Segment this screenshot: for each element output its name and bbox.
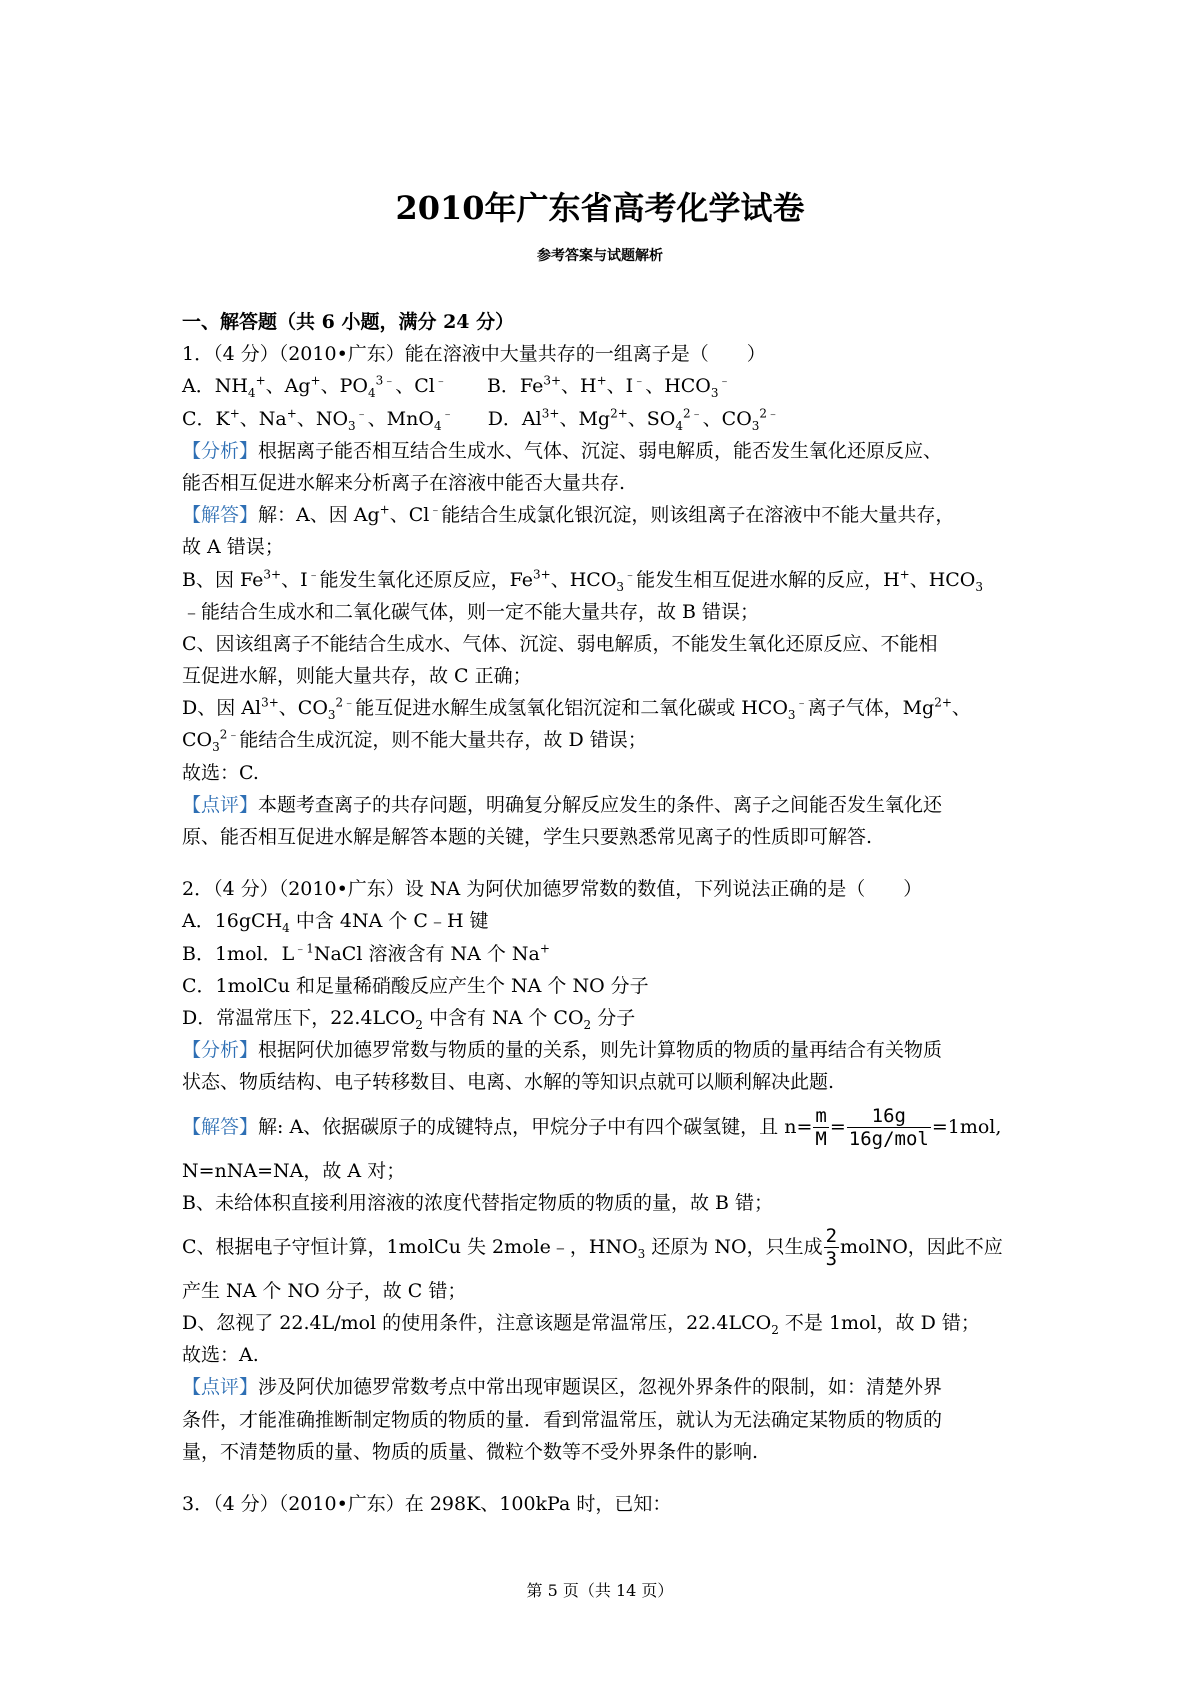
answer-tag: 【解答】 [182, 504, 259, 527]
answer-line: C、根据电子守恒计算，1molCu 失 2mole﹣，$HNO_3$ 还原为 NO，只生成 $\frac{2}{3}$ molNO，因此不应 [182, 1225, 1003, 1271]
answer-line: 【解答】解: A、依据碳原子的成键特点，甲烷分子中有四个碳氢键，且 n= $\frac{m}{M}$ = $\frac{16g}{\text{16g/mol}}$ =1mol, [182, 1105, 1002, 1150]
comment-line: 【点评】涉及阿伏加德罗常数考点中常出现审题误区，忽视外界条件的限制，如：清楚外界 [182, 1376, 943, 1399]
analysis-line: 能否相互促进水解来分析离子在溶液中能否大量共存. [182, 471, 626, 494]
page-subtitle: 参考答案与试题解析 [537, 248, 663, 264]
answer-line: 【解答】解：A、因 Ag+、Cl﹣能结合生成氯化银沉淀，则该组离子在溶液中不能大量共存， [182, 502, 955, 527]
question-1 [182, 338, 1024, 853]
question-stem: 3．（4 分）（2010•广东）在 298K、100kPa 时，已知： [182, 1493, 672, 1515]
fraction-16g-over-molar-mass: $\frac{16g}{\text{16g/mol}}$ [848, 1105, 929, 1150]
comment-tag: 【点评】 [182, 793, 259, 816]
option-c: C．K+、Na+、$NO_3^﹣$、MnO$_4$﹣ [182, 406, 454, 433]
question-stem: 2．（4 分）（2010•广东）设 NA 为阿伏加德罗常数的数值，下列说法正确的是（ ） [182, 878, 923, 901]
option-row [182, 403, 1024, 435]
answer-line: ﹣能结合生成水和二氧化碳气体，则一定不能大量共存，故 B 错误； [182, 600, 760, 623]
answer-line: C、因该组离子不能结合生成水、气体、沉淀、弱电解质，不能发生氧化还原反应、不能相 [182, 632, 938, 655]
answer-tag: 【解答】 [182, 1115, 259, 1138]
answer-line: B、未给体积直接利用溶液的浓度代替指定物质的物质的量，故 B 错； [182, 1191, 774, 1214]
answer-line: D、忽视了 22.4L/mol 的使用条件，注意该题是常温常压，$22.4LCO_2$ 不是 1mol，故 D 错； [182, 1312, 980, 1337]
page-title: 2010年广东省高考化学试卷 [395, 189, 805, 227]
answer-line: 产生 NA 个 NO 分子，故 C 错； [182, 1279, 467, 1302]
option-a: A．16gCH$_4$ 中含 4NA 个 C﹣H 键 [182, 910, 489, 936]
option-d: D．$Al^{3+}$、$Mg^{2+}$、$SO_4^{2﹣}$、$CO_3^{2﹣}$ [487, 406, 780, 433]
comment-tag: 【点评】 [182, 1376, 259, 1399]
answer-line: D、因 $Al^{3+}$、$CO_3^{2﹣}$能互促进水解生成氢氧化铝沉淀和二氧化碳或 $HCO_3^﹣$离子气体，$Mg^{2+}$、 [182, 695, 971, 723]
answer-line: 故选：A. [182, 1344, 259, 1367]
option-b: B．$Fe^{3+}$、H+、I﹣、$HCO_3^﹣$ [486, 374, 731, 401]
analysis-line: 【分析】根据离子能否相互结合生成水、气体、沉淀、弱电解质，能否发生氧化还原反应、 [182, 439, 943, 462]
fraction-m-over-M: $\frac{m}{M}$ [815, 1105, 827, 1150]
answer-line: N=nNA=NA，故 A 对； [182, 1159, 406, 1182]
analysis-tag: 【分析】 [182, 439, 259, 462]
question-3 [182, 1488, 1024, 1520]
option-row [182, 370, 1024, 402]
answer-line: 故 A 错误； [182, 536, 284, 559]
option-d: D．常温常压下，$22.4LCO_2$ 中含有 NA 个 $CO_2$ 分子 [182, 1006, 636, 1032]
answer-line: 互促进水解，则能大量共存，故 C 正确； [182, 665, 532, 688]
question-2 [182, 873, 1024, 1468]
answer-line: $CO_3^{2﹣}$能结合生成沉淀，则不能大量共存，故 D 错误； [182, 728, 647, 755]
comment-line: 条件，才能准确推断制定物质的物质的量．看到常温常压，就认为无法确定某物质的物质的 [182, 1408, 943, 1431]
fraction-two-thirds: $\frac{2}{3}$ [825, 1225, 838, 1271]
document-body [182, 306, 1024, 1520]
question-stem: 1．（4 分）（2010•广东）能在溶液中大量共存的一组离子是（ ） [182, 343, 766, 366]
option-a: A．$NH_4^+$、Ag+、$PO_4^{3﹣}$、Cl﹣ [182, 374, 447, 401]
analysis-tag: 【分析】 [182, 1039, 259, 1062]
comment-line: 量，不清楚物质的量、物质的质量、微粒个数等不受外界条件的影响. [182, 1440, 759, 1463]
section-title: 一、解答题（共 6 小题，满分 24 分） [182, 311, 515, 333]
option-c: C．1molCu 和足量稀硝酸反应产生个 NA 个 NO 分子 [182, 974, 649, 997]
analysis-line: 状态、物质结构、电子转移数目、电离、水解的等知识点就可以顺利解决此题. [182, 1071, 835, 1094]
comment-line: 原、能否相互促进水解是解答本题的关键，学生只要熟悉常见离子的性质即可解答. [182, 826, 873, 848]
page-footer: 第 5 页（共 14 页） [526, 1581, 674, 1600]
comment-line: 【点评】本题考查离子的共存问题，明确复分解反应发生的条件、离子之间能否发生氧化还 [182, 793, 943, 816]
answer-line: B、因 $Fe^{3+}$、I﹣能发生氧化还原反应，$Fe^{3+}$、$HCO_3^﹣$能发生相互促进水解的反应，H+、$HCO_3$ [182, 567, 984, 594]
analysis-line: 【分析】根据阿伏加德罗常数与物质的量的关系，则先计算物质的物质的量再结合有关物质 [182, 1039, 943, 1062]
option-b: B．1mol．$L^{﹣1}NaCl$ 溶液含有 NA 个 Na+ [182, 941, 550, 965]
answer-line: 故选：C. [182, 761, 259, 784]
